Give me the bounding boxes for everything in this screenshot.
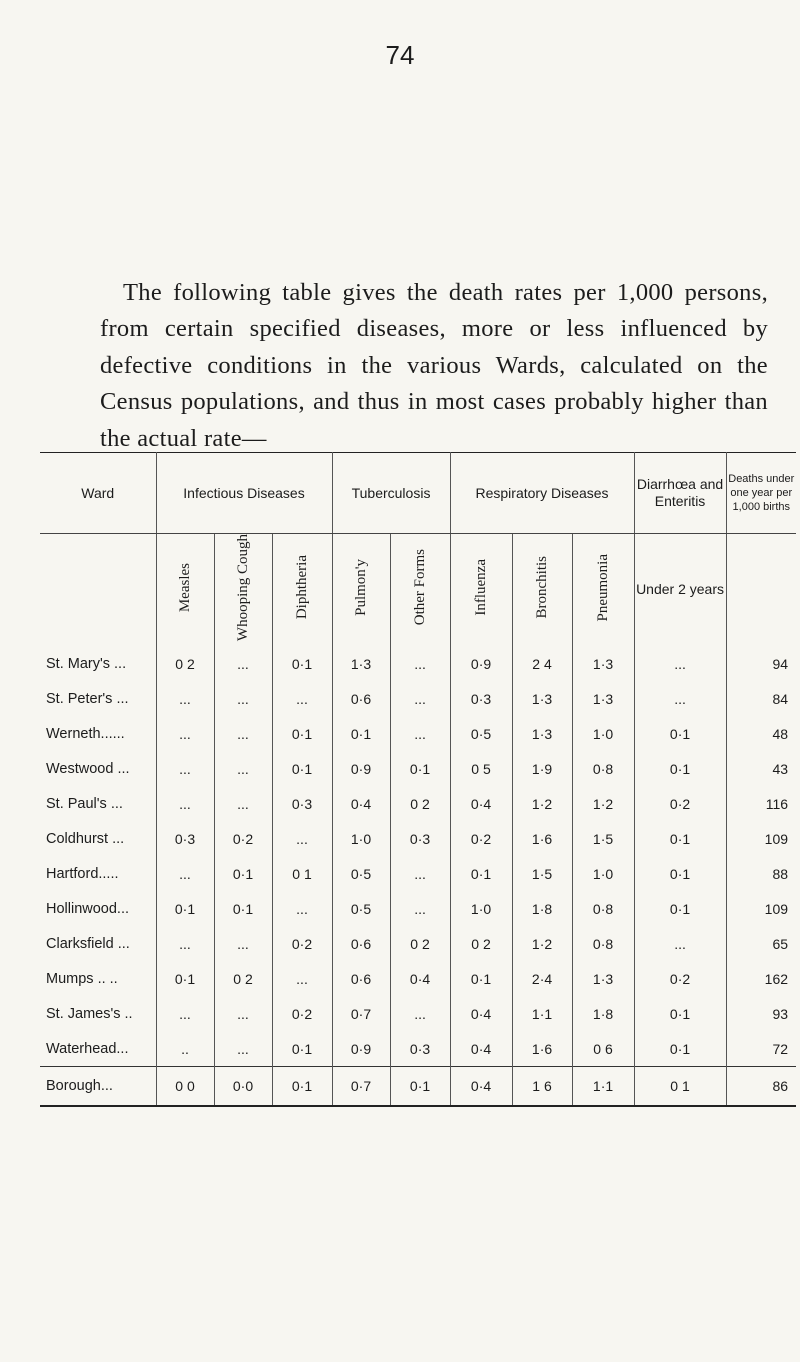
diarrhoea-cell: 0·1: [634, 821, 726, 856]
table-body: [40, 646, 796, 1106]
tuberculosis-header: Tuberculosis: [332, 453, 450, 534]
diarrhoea-cell: 0·1: [634, 996, 726, 1031]
pneumonia-cell: 0·8: [572, 891, 634, 926]
ward-cell: Waterhead...: [40, 1031, 156, 1067]
influenza-cell: 0·4: [450, 786, 512, 821]
measles-cell: ...: [156, 716, 214, 751]
other-forms-cell: ...: [390, 856, 450, 891]
ward-cell: Westwood ...: [40, 751, 156, 786]
measles-cell: 0 2: [156, 646, 214, 681]
whooping-cough-cell: 0·2: [214, 821, 272, 856]
influenza-header: Influenza: [450, 534, 512, 647]
measles-cell: ...: [156, 681, 214, 716]
pulmonary-cell: 0·6: [332, 961, 390, 996]
diarrhoea-cell: 0·1: [634, 891, 726, 926]
diarrhoea-cell: 0·1: [634, 751, 726, 786]
influenza-cell: 1·0: [450, 891, 512, 926]
pulmonary-cell: 0·5: [332, 891, 390, 926]
infant-deaths-cell: 65: [772, 935, 789, 952]
whooping-cough-cell: ...: [214, 716, 272, 751]
diphtheria-cell: 0·1: [272, 1031, 332, 1067]
diphtheria-cell: 0·1: [272, 751, 332, 786]
bronchitis-cell: 1·6: [512, 821, 572, 856]
influenza-cell: 0·9: [450, 646, 512, 681]
measles-header: Measles: [156, 534, 214, 647]
infant-deaths-cell: 109: [764, 830, 789, 847]
table-row: [40, 891, 796, 926]
ward-cell: St. Mary's ...: [40, 646, 156, 681]
borough-total-row: [40, 1067, 796, 1107]
infant-deaths-header: Deaths under one year per 1,000 births: [726, 453, 796, 534]
infant-deaths-cell: 72: [772, 1040, 789, 1057]
other-forms-cell: 0 2: [390, 926, 450, 961]
pneumonia-cell: 1·1: [572, 1067, 634, 1107]
influenza-cell: 0·4: [450, 1031, 512, 1067]
diarrhoea-cell: 0 1: [634, 1067, 726, 1107]
whooping-cough-cell: ...: [214, 681, 272, 716]
pulmonary-cell: 1·3: [332, 646, 390, 681]
influenza-cell: 0 2: [450, 926, 512, 961]
bronchitis-cell: 1·5: [512, 856, 572, 891]
pulmonary-cell: 0·7: [332, 1067, 390, 1107]
table-row: [40, 961, 796, 996]
influenza-cell: 0·1: [450, 961, 512, 996]
influenza-cell: 0 5: [450, 751, 512, 786]
header-sub-row: [40, 534, 796, 647]
pulmonary-cell: 0·4: [332, 786, 390, 821]
diphtheria-cell: ...: [272, 821, 332, 856]
table-row: [40, 856, 796, 891]
pneumonia-cell: 1·2: [572, 786, 634, 821]
pulmonary-cell: 0·7: [332, 996, 390, 1031]
ward-cell: Werneth......: [40, 716, 156, 751]
bronchitis-cell: 1·3: [512, 681, 572, 716]
header-group-row: [40, 453, 796, 534]
other-forms-cell: ...: [390, 716, 450, 751]
bronchitis-cell: 2·4: [512, 961, 572, 996]
death-rates-table-container: [40, 452, 796, 1107]
pneumonia-cell: 0·8: [572, 926, 634, 961]
table-row: [40, 786, 796, 821]
other-forms-cell: 0·1: [390, 1067, 450, 1107]
measles-cell: 0·3: [156, 821, 214, 856]
pneumonia-cell: 1·8: [572, 996, 634, 1031]
ward-cell: Borough...: [40, 1067, 156, 1107]
diarrhoea-cell: ...: [634, 681, 726, 716]
ward-cell: Hartford.....: [40, 856, 156, 891]
bronchitis-cell: 1·2: [512, 926, 572, 961]
diphtheria-cell: 0·1: [272, 716, 332, 751]
table-row: [40, 716, 796, 751]
ward-cell: Clarksfield ...: [40, 926, 156, 961]
whooping-cough-cell: ...: [214, 646, 272, 681]
other-forms-cell: ...: [390, 646, 450, 681]
ward-cell: St. Paul's ...: [40, 786, 156, 821]
pneumonia-cell: 1·0: [572, 856, 634, 891]
influenza-cell: 0·4: [450, 996, 512, 1031]
table-row: [40, 681, 796, 716]
diphtheria-cell: 0·2: [272, 996, 332, 1031]
measles-cell: ...: [156, 856, 214, 891]
infant-deaths-cell: 84: [772, 690, 789, 707]
pneumonia-cell: 1·3: [572, 681, 634, 716]
table-row: [40, 821, 796, 856]
diphtheria-cell: 0·1: [272, 1067, 332, 1107]
other-forms-cell: 0·4: [390, 961, 450, 996]
diarrhoea-cell: 0·2: [634, 786, 726, 821]
other-forms-cell: 0·1: [390, 751, 450, 786]
bronchitis-header: Bronchitis: [512, 534, 572, 647]
bronchitis-cell: 1·3: [512, 716, 572, 751]
bronchitis-cell: 1 6: [512, 1067, 572, 1107]
respiratory-diseases-header: Respiratory Diseases: [450, 453, 634, 534]
diarrhoea-cell: ...: [634, 646, 726, 681]
diphtheria-cell: 0 1: [272, 856, 332, 891]
pneumonia-cell: 1·3: [572, 646, 634, 681]
ward-cell: Mumps .. ..: [40, 961, 156, 996]
deaths-subheader-blank: [726, 534, 796, 647]
whooping-cough-cell: ...: [214, 751, 272, 786]
table-row: [40, 751, 796, 786]
table-row: [40, 926, 796, 961]
other-forms-cell: ...: [390, 996, 450, 1031]
table-row: [40, 646, 796, 681]
infectious-diseases-header: Infectious Diseases: [156, 453, 332, 534]
diarrhoea-cell: 0·1: [634, 1031, 726, 1067]
infant-deaths-cell: 48: [772, 725, 789, 742]
table-row: [40, 1031, 796, 1067]
infant-deaths-cell: 88: [772, 865, 789, 882]
pneumonia-cell: 1·3: [572, 961, 634, 996]
whooping-cough-cell: 0·1: [214, 891, 272, 926]
infant-deaths-cell: 43: [772, 760, 789, 777]
measles-cell: 0 0: [156, 1067, 214, 1107]
influenza-cell: 0·1: [450, 856, 512, 891]
bronchitis-cell: 2 4: [512, 646, 572, 681]
infant-deaths-cell: 162: [764, 970, 789, 987]
diarrhoea-cell: ...: [634, 926, 726, 961]
under-2-years-header: Under 2 years: [634, 534, 726, 647]
pulmonary-cell: 0·9: [332, 1031, 390, 1067]
bronchitis-cell: 1·2: [512, 786, 572, 821]
bronchitis-cell: 1·1: [512, 996, 572, 1031]
influenza-cell: 0·5: [450, 716, 512, 751]
death-rates-table: [40, 452, 796, 1107]
ward-header: Ward: [40, 453, 156, 534]
other-forms-cell: ...: [390, 681, 450, 716]
whooping-cough-cell: ...: [214, 786, 272, 821]
pulmonary-cell: 0·6: [332, 926, 390, 961]
page-number: 74: [385, 40, 415, 70]
other-forms-cell: 0·3: [390, 821, 450, 856]
ward-cell: St. Peter's ...: [40, 681, 156, 716]
whooping-cough-cell: 0·0: [214, 1067, 272, 1107]
other-forms-header: Other Forms: [390, 534, 450, 647]
whooping-cough-cell: 0·1: [214, 856, 272, 891]
ward-cell: Hollinwood...: [40, 891, 156, 926]
bronchitis-cell: 1·8: [512, 891, 572, 926]
measles-cell: 0·1: [156, 961, 214, 996]
bronchitis-cell: 1·9: [512, 751, 572, 786]
measles-cell: ..: [156, 1031, 214, 1067]
influenza-cell: 0·3: [450, 681, 512, 716]
whooping-cough-cell: ...: [214, 926, 272, 961]
infant-deaths-cell: 86: [726, 1067, 796, 1107]
diphtheria-cell: ...: [272, 961, 332, 996]
diphtheria-cell: ...: [272, 891, 332, 926]
pneumonia-cell: 1·5: [572, 821, 634, 856]
pneumonia-header: Pneumonia: [572, 534, 634, 647]
measles-cell: 0·1: [156, 891, 214, 926]
pulmonary-cell: 0·1: [332, 716, 390, 751]
pulmonary-cell: 0·9: [332, 751, 390, 786]
infant-deaths-cell: 94: [772, 655, 789, 672]
measles-cell: ...: [156, 786, 214, 821]
measles-cell: ...: [156, 996, 214, 1031]
measles-cell: ...: [156, 751, 214, 786]
diarrhoea-header: Diarrhœa and Enteritis: [634, 453, 726, 534]
diphtheria-header: Diphtheria: [272, 534, 332, 647]
pulmonary-cell: 1·0: [332, 821, 390, 856]
measles-cell: ...: [156, 926, 214, 961]
infant-deaths-cell: 109: [764, 900, 789, 917]
pulmonary-header: Pulmon'y: [332, 534, 390, 647]
intro-paragraph: The following table gives the death rates per 1,000 persons, from certain specified diseases, more or less influenced by defective conditions in the various Wards, calculated on the Census populations, and thus in most cases probably higher than the actual rate—: [100, 278, 768, 452]
pneumonia-cell: 0 6: [572, 1031, 634, 1067]
whooping-cough-header: Whooping Cough: [214, 534, 272, 647]
table-row: [40, 996, 796, 1031]
other-forms-cell: ...: [390, 891, 450, 926]
diarrhoea-cell: 0·1: [634, 716, 726, 751]
ward-cell: Coldhurst ...: [40, 821, 156, 856]
other-forms-cell: 0 2: [390, 786, 450, 821]
ward-subheader-blank: [40, 534, 156, 647]
whooping-cough-cell: ...: [214, 1031, 272, 1067]
other-forms-cell: 0·3: [390, 1031, 450, 1067]
diphtheria-cell: 0·2: [272, 926, 332, 961]
influenza-cell: 0·4: [450, 1067, 512, 1107]
diphtheria-cell: 0·1: [272, 646, 332, 681]
bronchitis-cell: 1·6: [512, 1031, 572, 1067]
ward-cell: St. James's ..: [40, 996, 156, 1031]
diphtheria-cell: 0·3: [272, 786, 332, 821]
whooping-cough-cell: ...: [214, 996, 272, 1031]
diarrhoea-cell: 0·1: [634, 856, 726, 891]
infant-deaths-cell: 116: [765, 795, 789, 812]
pulmonary-cell: 0·5: [332, 856, 390, 891]
pulmonary-cell: 0·6: [332, 681, 390, 716]
infant-deaths-cell: 93: [772, 1005, 789, 1022]
diarrhoea-cell: 0·2: [634, 961, 726, 996]
whooping-cough-cell: 0 2: [214, 961, 272, 996]
influenza-cell: 0·2: [450, 821, 512, 856]
pneumonia-cell: 1·0: [572, 716, 634, 751]
pneumonia-cell: 0·8: [572, 751, 634, 786]
diphtheria-cell: ...: [272, 681, 332, 716]
